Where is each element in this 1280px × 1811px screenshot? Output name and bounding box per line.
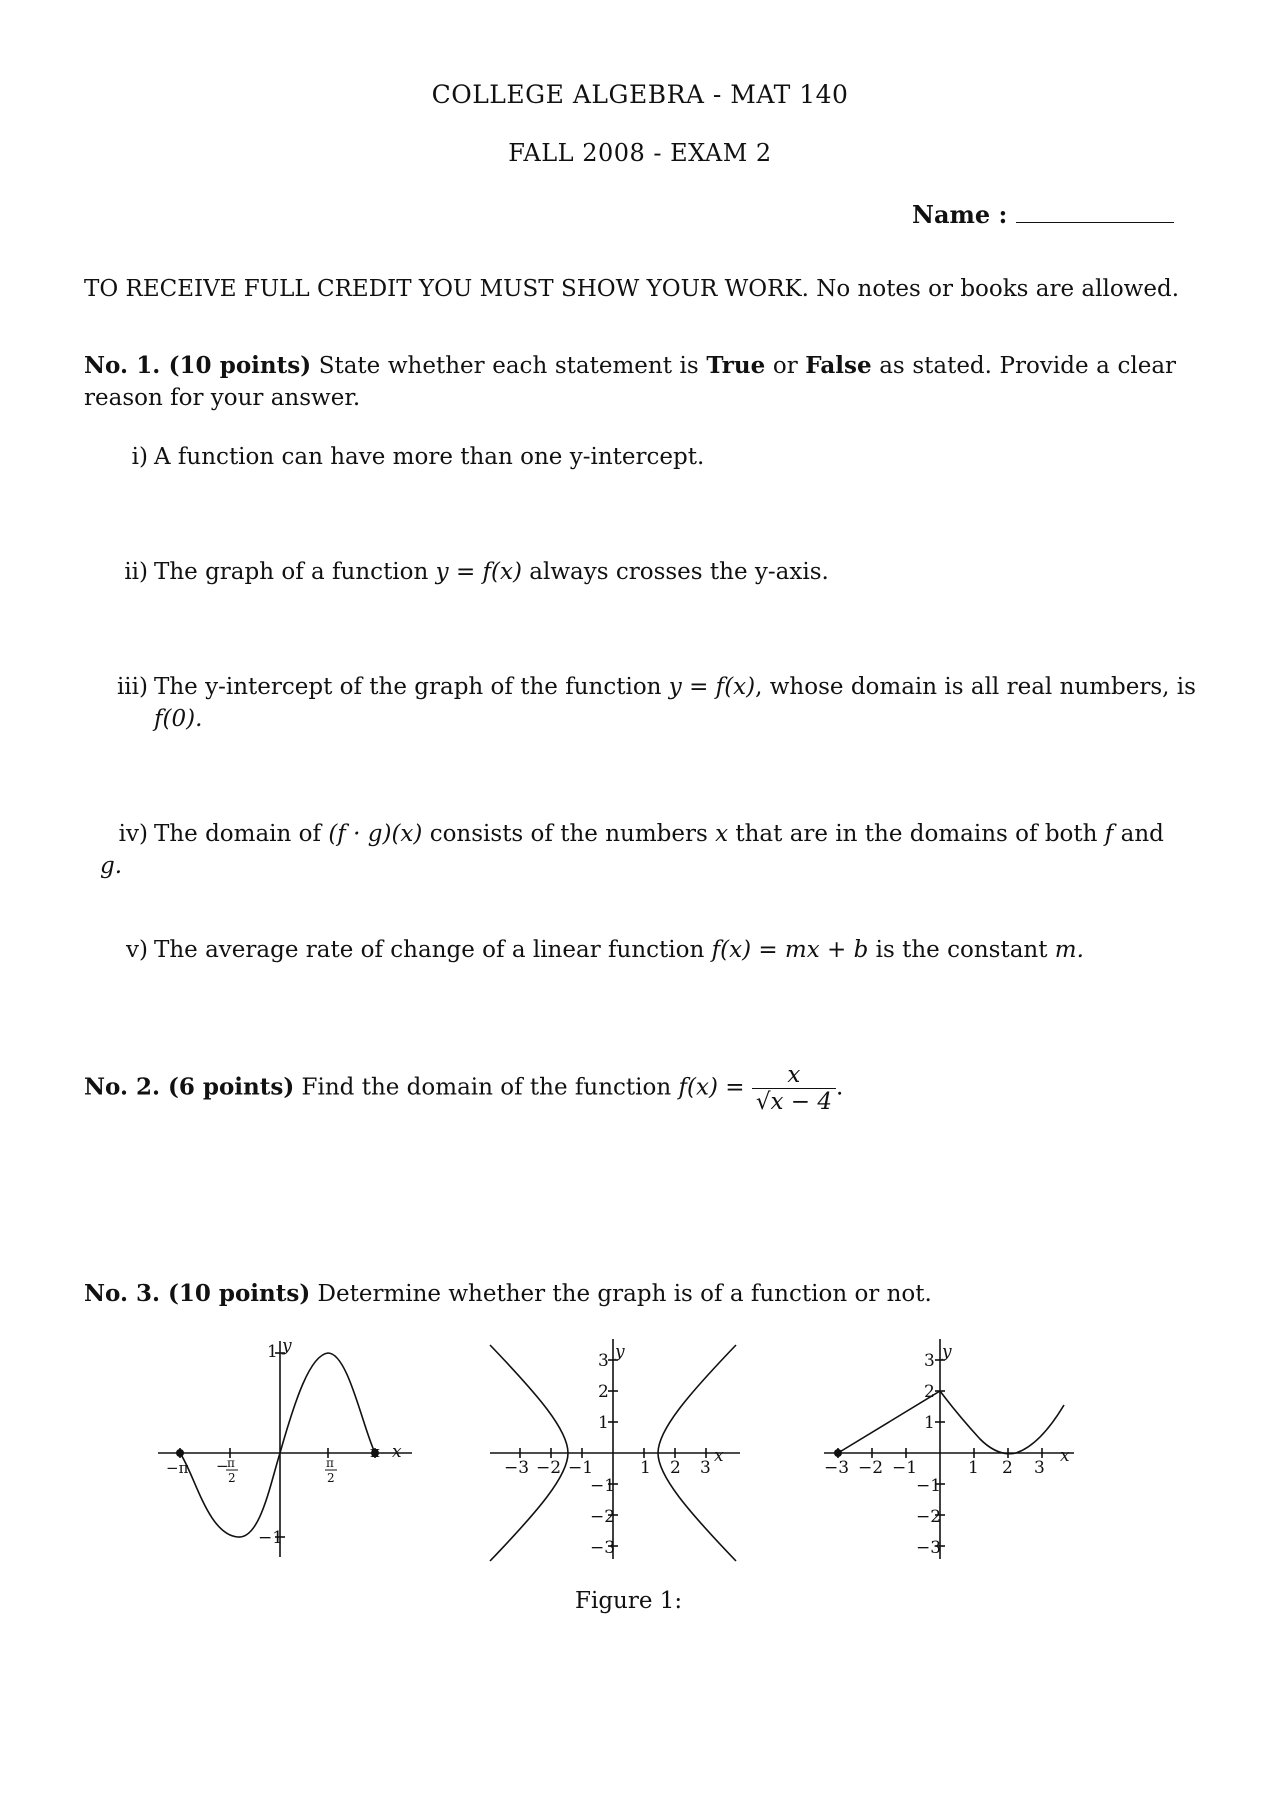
item-number: iv) xyxy=(118,821,148,847)
item-text: consists of the numbers xyxy=(429,821,708,847)
tick-pi: π xyxy=(370,1443,380,1461)
graph-2-hyperbola xyxy=(478,1335,748,1565)
tick-x-neg2: −2 xyxy=(858,1458,884,1478)
tick-x-neg1: −1 xyxy=(568,1458,594,1478)
or-word: or xyxy=(772,353,798,379)
tick-neg-half-pi-num: π xyxy=(227,1456,235,1470)
tick-y-neg1: −1 xyxy=(258,1528,284,1548)
math-expression: f(x) = mx + b xyxy=(711,937,869,963)
instructions: TO RECEIVE FULL CREDIT YOU MUST SHOW YOUR WORK. No notes or books are allowed. xyxy=(84,276,1180,302)
problem1-item-v xyxy=(100,934,1180,966)
problem1-item-iii xyxy=(100,671,1234,735)
math-expression: (f · g)(x) xyxy=(328,821,423,847)
true-word: True xyxy=(706,352,766,379)
tick-y-neg2: −2 xyxy=(916,1507,942,1527)
tick-x-1: 1 xyxy=(968,1458,979,1478)
tick-x-2: 2 xyxy=(670,1458,681,1478)
y-label: y xyxy=(615,1342,625,1362)
tick-y-neg3: −3 xyxy=(590,1538,616,1558)
item-text: always crosses the y-axis. xyxy=(529,559,829,585)
problem1-text-end: as stated. Provide a clear reason for your answer. xyxy=(84,353,1177,411)
y-label: y xyxy=(282,1336,292,1356)
tick-x-neg1: −1 xyxy=(892,1458,918,1478)
x-label: x xyxy=(392,1442,402,1462)
tick-y-neg3: −3 xyxy=(916,1538,942,1558)
tick-y-neg1: −1 xyxy=(916,1476,942,1496)
period: . xyxy=(835,1074,844,1101)
problem2-text: Find the domain of the function xyxy=(301,1074,672,1101)
tick-neg-pi: −π xyxy=(166,1459,189,1477)
problem1-item-ii xyxy=(100,556,1180,588)
problem2-label: No. 2. (6 points) xyxy=(84,1073,295,1101)
parabola-arc xyxy=(940,1391,1064,1454)
problem3-statement xyxy=(84,1278,1176,1310)
tick-x-neg3: −3 xyxy=(504,1458,530,1478)
tick-x-3: 3 xyxy=(700,1458,711,1478)
item-number: ii) xyxy=(124,559,148,585)
problem2-statement xyxy=(84,1062,1176,1115)
tick-x-1: 1 xyxy=(640,1458,651,1478)
item-number: iii) xyxy=(116,674,148,700)
tick-y-1: 1 xyxy=(598,1413,609,1433)
false-word: False xyxy=(805,352,872,379)
function-lhs: f(x) = xyxy=(678,1074,745,1101)
domain-fraction xyxy=(752,1062,836,1115)
item-text: The y-intercept of the graph of the function xyxy=(154,674,662,700)
name-field[interactable] xyxy=(1016,222,1174,223)
radicand: x − 4 xyxy=(770,1089,832,1115)
math-expression: f(0). xyxy=(154,706,203,732)
item-text: The domain of xyxy=(154,821,322,847)
item-text: A function can have more than one y-intercept. xyxy=(154,444,705,470)
fraction-numerator: x xyxy=(787,1062,801,1088)
exam-title: COLLEGE ALGEBRA - MAT 140 xyxy=(431,80,849,109)
math-expression: g. xyxy=(100,853,123,879)
graph-3-piecewise xyxy=(812,1335,1082,1565)
tick-y-1: 1 xyxy=(924,1413,935,1433)
curve xyxy=(180,1353,375,1537)
endpoint xyxy=(834,1449,842,1457)
exam-subtitle: FALL 2008 - EXAM 2 xyxy=(508,139,772,167)
tick-y-neg1: −1 xyxy=(590,1476,616,1496)
tick-y-2: 2 xyxy=(598,1382,609,1402)
problem1-item-i xyxy=(100,441,1180,473)
tick-y-3: 3 xyxy=(598,1351,609,1371)
tick-x-2: 2 xyxy=(1002,1458,1013,1478)
problem1-text: State whether each statement is xyxy=(318,353,699,379)
tick-y-3: 3 xyxy=(924,1351,935,1371)
problem1-item-iv xyxy=(100,818,1180,882)
tick-x-neg2: −2 xyxy=(536,1458,562,1478)
item-text: The graph of a function xyxy=(154,559,429,585)
tick-half-pi-den: 2 xyxy=(327,1471,335,1485)
math-expression: x xyxy=(715,821,729,847)
math-expression: y = f(x) xyxy=(668,674,756,700)
problem3-text: Determine whether the graph is of a function or not. xyxy=(317,1281,932,1307)
math-expression: m. xyxy=(1054,937,1084,963)
tick-y-1: 1 xyxy=(267,1342,278,1362)
tick-neg-half-pi-den: 2 xyxy=(228,1471,236,1485)
item-text: The average rate of change of a linear function xyxy=(154,937,705,963)
problem1-label: No. 1. (10 points) xyxy=(84,352,312,379)
problem3-label: No. 3. (10 points) xyxy=(84,1280,311,1307)
tick-y-2: 2 xyxy=(924,1382,935,1402)
fraction-denominator xyxy=(752,1088,836,1115)
item-text: and xyxy=(1120,821,1164,847)
item-text: that are in the domains of both xyxy=(735,821,1098,847)
y-label: y xyxy=(942,1342,952,1362)
minus-sign: − xyxy=(216,1457,229,1475)
endpoint-left xyxy=(176,1449,184,1457)
item-number: v) xyxy=(126,937,148,963)
math-expression: f xyxy=(1104,821,1114,847)
item-text: is the constant xyxy=(875,937,1048,963)
item-text: , whose domain is all real numbers, is xyxy=(755,674,1196,700)
tick-half-pi-num: π xyxy=(326,1456,334,1470)
x-label: x xyxy=(1060,1446,1070,1466)
name-label: Name : xyxy=(912,200,1008,229)
sqrt-sign: √ xyxy=(755,1089,771,1115)
problem1-statement xyxy=(84,350,1176,414)
x-label: x xyxy=(714,1446,724,1466)
math-expression: y = f(x) xyxy=(435,559,522,585)
item-number: i) xyxy=(131,444,148,470)
graph-1-sine xyxy=(150,1335,420,1565)
figure-caption: Figure 1: xyxy=(575,1588,683,1614)
tick-x-neg3: −3 xyxy=(824,1458,850,1478)
tick-y-neg2: −2 xyxy=(590,1507,616,1527)
tick-x-3: 3 xyxy=(1034,1458,1045,1478)
